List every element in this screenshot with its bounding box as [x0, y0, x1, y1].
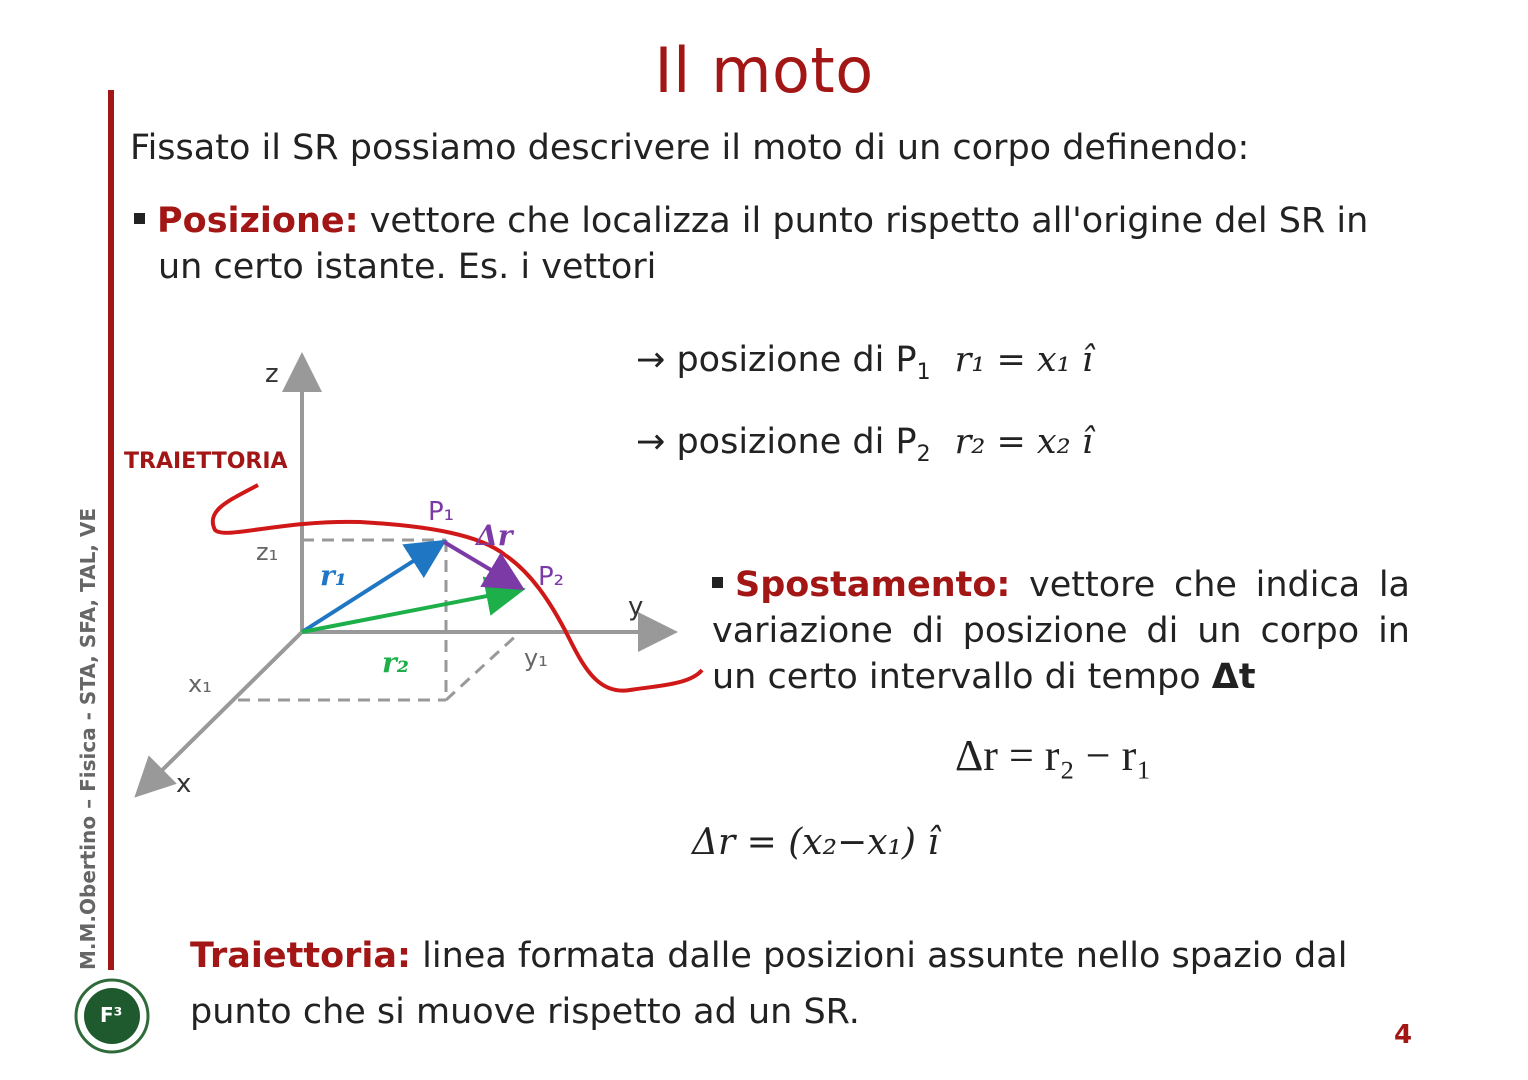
trajectory-label: TRAIETTORIA	[124, 449, 288, 474]
position-text-1: vettore che localizza il punto rispetto all'origine del SR in	[358, 201, 1369, 241]
displacement-formula-vector: Δr = r₂ − r₁	[955, 731, 1152, 780]
p2-label: P₂	[538, 562, 565, 592]
z-axis-label: z	[265, 359, 279, 389]
slide-title: Il moto	[654, 34, 874, 107]
x-axis-label: x	[176, 769, 192, 799]
r1-label: r₁	[320, 559, 348, 592]
page-number: 4	[1394, 1020, 1413, 1050]
x1-label: x₁	[188, 670, 212, 698]
displacement-bullet	[712, 562, 1410, 700]
position-p1-prefix: → posizione di P	[636, 340, 917, 380]
sidebar-credit-text: M.M.Obertino – Fisica - STA, SFA, TAL, VE	[76, 507, 100, 970]
y1-label: y₁	[524, 644, 548, 672]
delta-t: Δt	[1211, 657, 1256, 697]
displacement-formula-components: Δr = (x₂−x₁) î	[692, 822, 939, 863]
position-p2-sub: 2	[916, 442, 931, 467]
position-p2-formula: r₂ = x₂ î	[954, 422, 1094, 462]
trajectory-definition	[190, 928, 1400, 1040]
position-label: Posizione:	[157, 201, 359, 241]
position-bullet	[134, 198, 1424, 290]
trajectory-def-text: linea formata dalle posizioni assunte nello spazio dal punto che si muove rispetto ad un SR.	[190, 936, 1348, 1032]
bullet-square-icon	[712, 577, 723, 588]
position-p1-formula: r₁ = x₁ î	[954, 340, 1094, 380]
dr-label: Δr	[476, 519, 513, 552]
field-forest-food-logo-icon	[74, 978, 150, 1054]
displacement-text: vettore che indica la variazione di posizione di un corpo in un certo intervallo di tempo	[712, 565, 1410, 697]
position-p2-prefix: → posizione di P	[636, 422, 917, 462]
trajectory-def-label: Traiettoria:	[190, 936, 412, 976]
position-p1-sub: 1	[916, 360, 931, 385]
motion-diagram	[110, 340, 720, 810]
r2-label: r₂	[382, 646, 410, 679]
p1-label: P₁	[428, 497, 455, 527]
y-axis-label: y	[628, 592, 644, 622]
bullet-square-icon	[134, 213, 145, 224]
x-axis	[140, 632, 302, 792]
logo-text: F³	[100, 1003, 123, 1027]
displacement-label: Spostamento:	[735, 565, 1011, 605]
z1-label: z₁	[256, 538, 279, 566]
intro-text: Fissato il SR possiamo descrivere il moto di un corpo definendo:	[130, 128, 1250, 168]
y1-guide	[446, 632, 520, 700]
trajectory-curve	[213, 485, 702, 691]
position-text-2: un certo istante. Es. i vettori	[158, 247, 657, 287]
